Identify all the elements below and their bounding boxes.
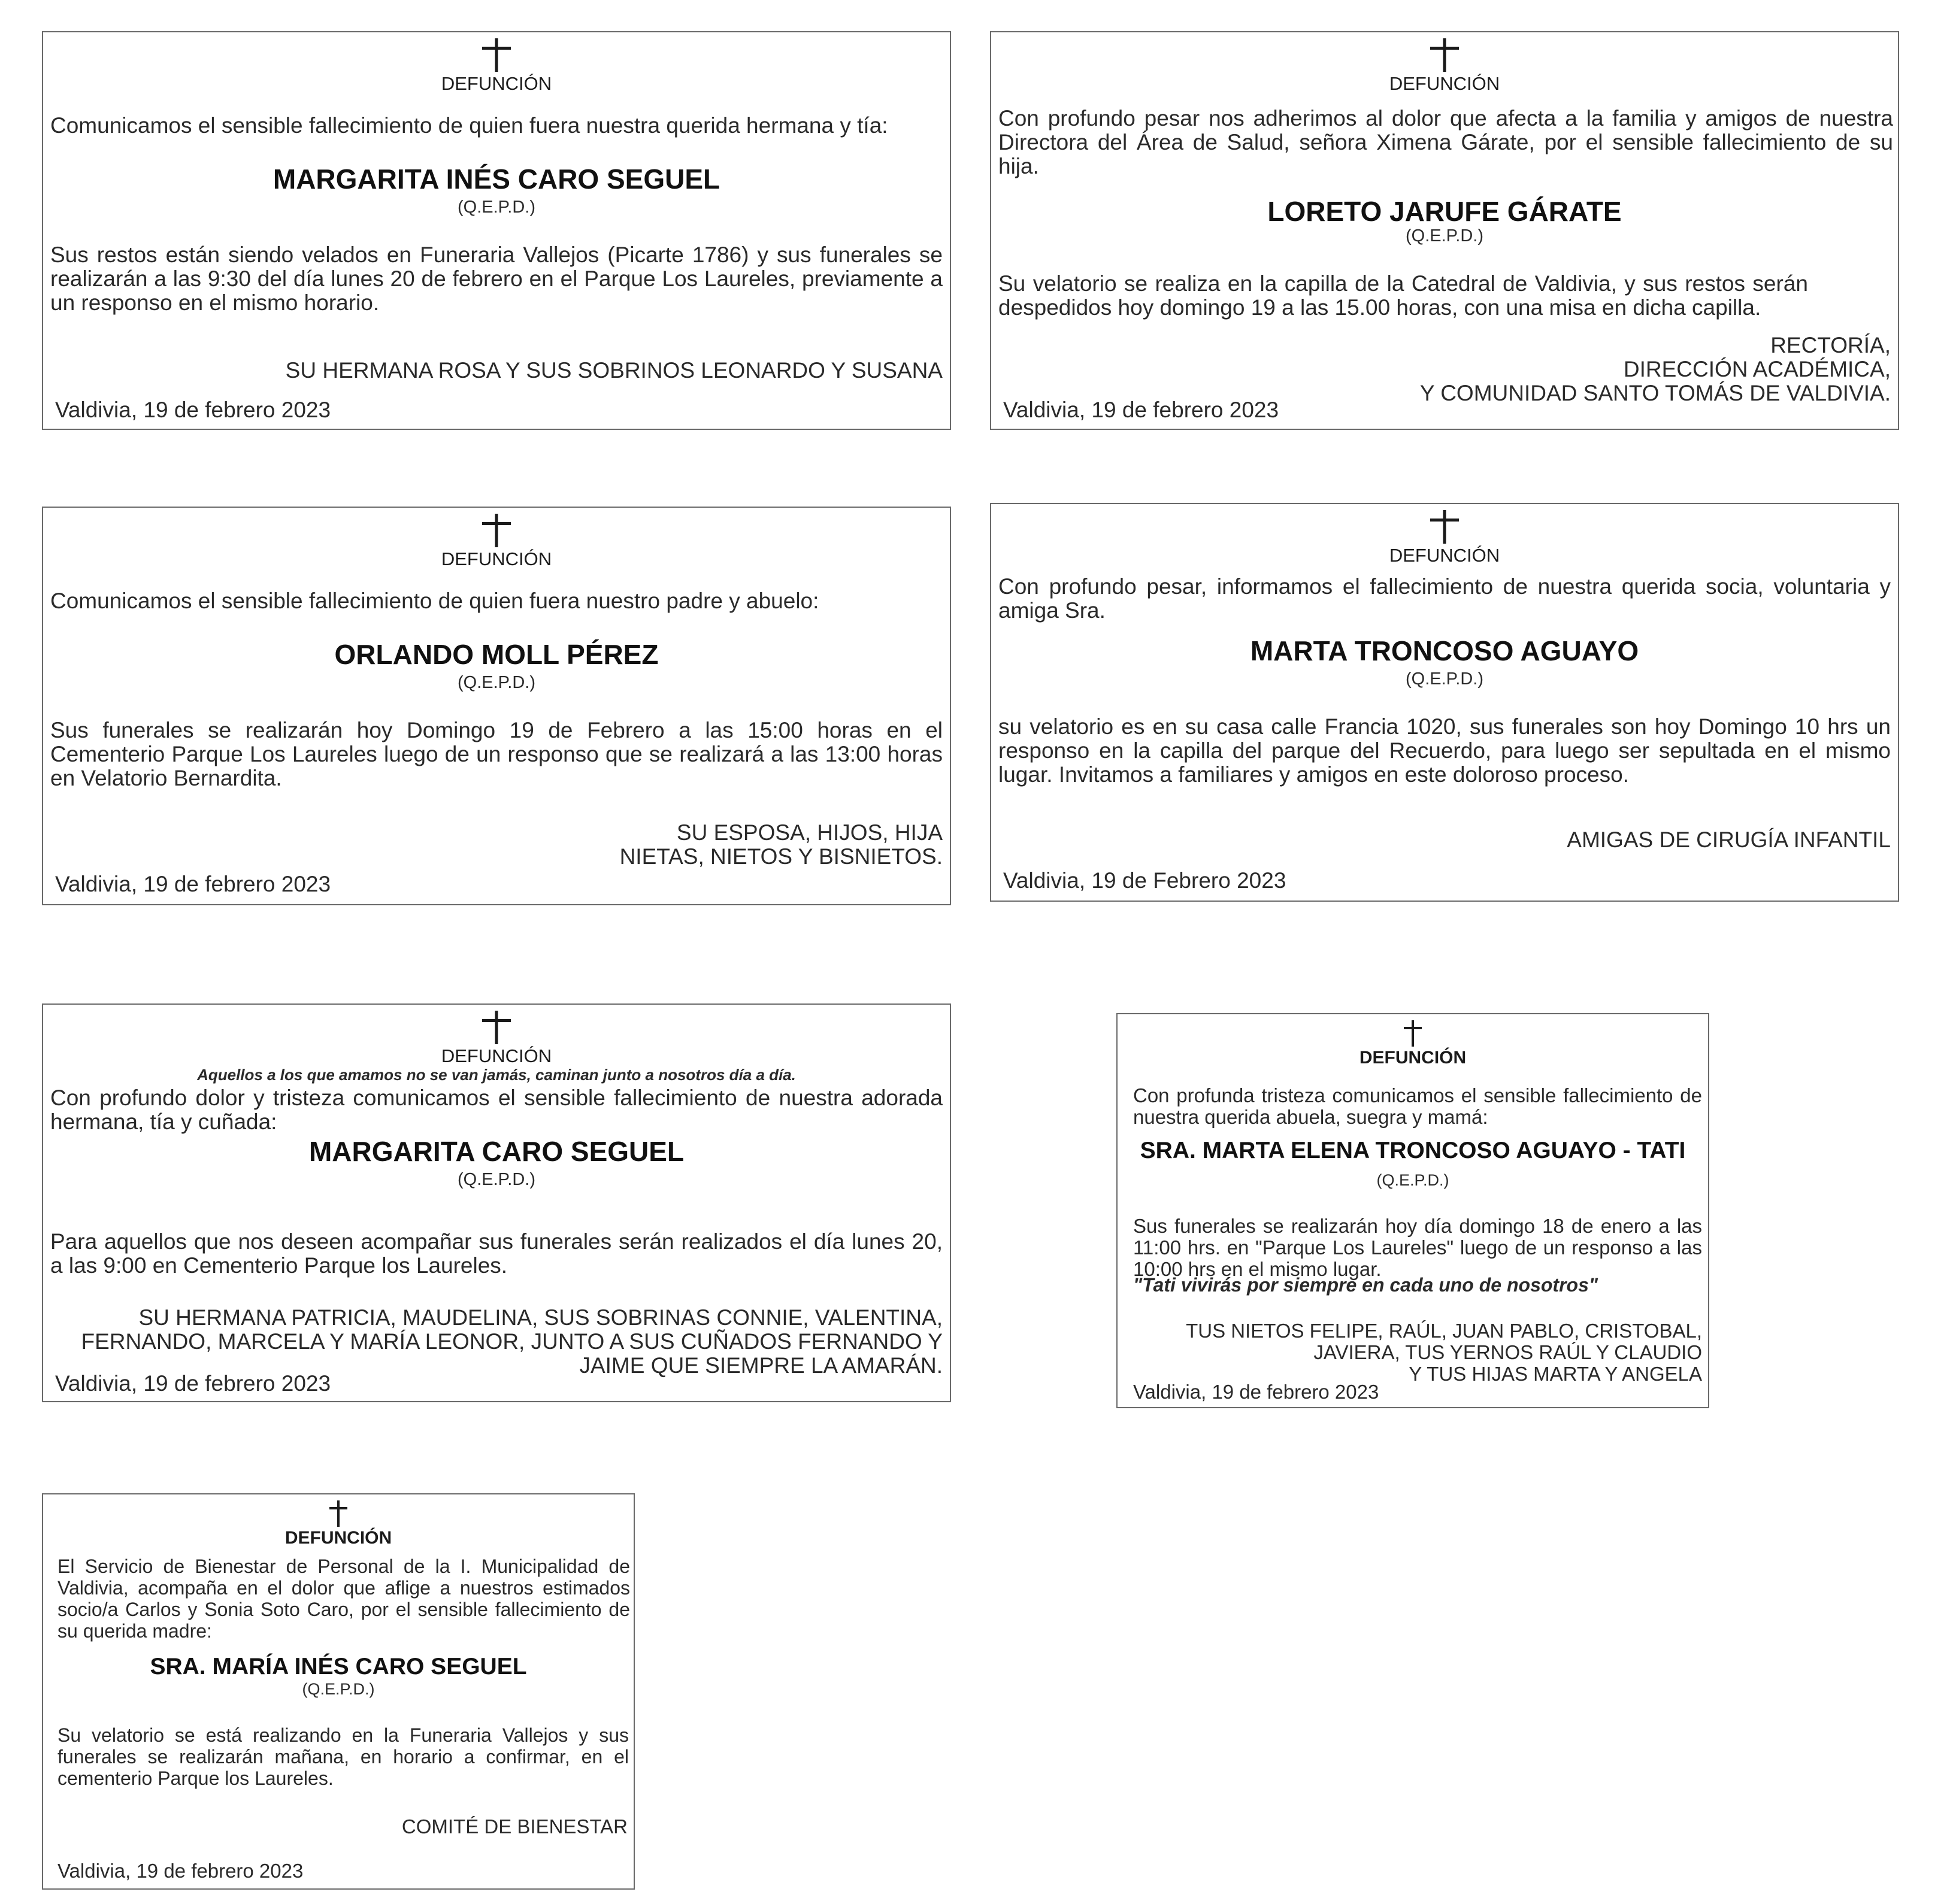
deceased-name: MARGARITA INÉS CARO SEGUEL bbox=[272, 163, 720, 195]
notice-quote: "Tati vivirás por siempre en cada uno de nosotros" bbox=[1133, 1274, 1598, 1296]
qepd-label: (Q.E.P.D.) bbox=[1406, 669, 1483, 689]
notice-signature: COMITÉ DE BIENESTAR bbox=[401, 1815, 628, 1838]
notice-card bbox=[1116, 1013, 1709, 1408]
notice-quote: Aquellos a los que amamos no se van jamás, caminan junto a nosotros día a día. bbox=[197, 1066, 796, 1084]
notice-signature: SU ESPOSA, HIJOS, HIJA bbox=[676, 820, 943, 845]
qepd-label: (Q.E.P.D.) bbox=[458, 673, 535, 692]
notice-card bbox=[42, 507, 951, 905]
cross-icon bbox=[1430, 510, 1459, 544]
cross-icon bbox=[329, 1500, 347, 1527]
cross-icon bbox=[482, 514, 511, 547]
notice-signature: JAVIERA, TUS YERNOS RAÚL Y CLAUDIO bbox=[1313, 1341, 1702, 1363]
notice-signature: AMIGAS DE CIRUGÍA INFANTIL bbox=[1567, 827, 1891, 852]
deceased-name: MARTA TRONCOSO AGUAYO bbox=[1250, 635, 1639, 666]
notice-heading: DEFUNCIÓN bbox=[1389, 545, 1500, 566]
notice-signature: SU HERMANA PATRICIA, MAUDELINA, SUS SOBRINAS CONNIE, VALENTINA, bbox=[138, 1305, 943, 1330]
notice-body: Su velatorio se realiza en la capilla de la Catedral de Valdivia, y sus restos serán despedidos hoy domingo 19 a las 15.00 horas, con una misa en dicha capilla. bbox=[998, 271, 1808, 320]
notice-date: Valdivia, 19 de febrero 2023 bbox=[55, 398, 331, 422]
cross-icon bbox=[482, 38, 511, 72]
notice-date: Valdivia, 19 de febrero 2023 bbox=[55, 1371, 331, 1396]
notice-card bbox=[42, 1003, 951, 1402]
deceased-name: ORLANDO MOLL PÉREZ bbox=[334, 639, 659, 670]
notice-signature: TUS NIETOS FELIPE, RAÚL, JUAN PABLO, CRISTOBAL, bbox=[1186, 1320, 1702, 1342]
notice-intro: Comunicamos el sensible fallecimiento de quien fuera nuestro padre y abuelo: bbox=[50, 589, 819, 613]
notice-card bbox=[990, 31, 1899, 430]
notice-heading: DEFUNCIÓN bbox=[1389, 73, 1500, 94]
qepd-label: (Q.E.P.D.) bbox=[458, 1170, 535, 1189]
notice-date: Valdivia, 19 de febrero 2023 bbox=[1003, 398, 1279, 422]
notice-signature: DIRECCIÓN ACADÉMICA, bbox=[1623, 357, 1891, 381]
notice-heading: DEFUNCIÓN bbox=[1359, 1048, 1467, 1068]
cross-icon bbox=[1404, 1020, 1422, 1047]
notice-signature: Y TUS HIJAS MARTA Y ANGELA bbox=[1409, 1363, 1702, 1385]
qepd-label: (Q.E.P.D.) bbox=[458, 198, 535, 217]
notice-intro: Con profunda tristeza comunicamos el sensible fallecimiento de nuestra querida abuela, suegra y mamá: bbox=[1133, 1084, 1702, 1128]
notice-body: su velatorio es en su casa calle Francia 1020, sus funerales son hoy Domingo 10 hrs un responso en la capilla del parque del Recuerdo, para luego ser sepultada en el mismo lugar. Invitamos a familiares y amigos en este doloroso proceso. bbox=[998, 714, 1891, 787]
notice-date: Valdivia, 19 de febrero 2023 bbox=[57, 1860, 304, 1882]
deceased-name: LORETO JARUFE GÁRATE bbox=[1267, 196, 1622, 227]
notice-heading: DEFUNCIÓN bbox=[441, 548, 552, 569]
notice-body: Sus funerales se realizarán hoy Domingo 19 de Febrero a las 15:00 horas en el Cementerio Parque Los Laureles luego de un responso que se realizará a las 13:00 horas en Velatorio Bernardita. bbox=[50, 718, 943, 790]
notice-card bbox=[990, 503, 1899, 902]
notice-heading: DEFUNCIÓN bbox=[441, 73, 552, 94]
notice-heading: DEFUNCIÓN bbox=[284, 1528, 392, 1548]
notice-body: Sus funerales se realizarán hoy día domingo 18 de enero a las 11:00 hrs. en "Parque Los Laureles" luego de un responso a las 10:00 hrs en el mismo lugar. bbox=[1133, 1215, 1702, 1280]
notice-intro: El Servicio de Bienestar de Personal de la I. Municipalidad de Valdivia, acompaña en el dolor que aflige a nuestros estimados socio/a Carlos y Sonia Soto Caro, por el sensible fallecimiento de su querida madre: bbox=[57, 1556, 630, 1642]
qepd-label: (Q.E.P.D.) bbox=[1406, 226, 1483, 245]
qepd-label: (Q.E.P.D.) bbox=[302, 1680, 375, 1698]
notice-signature: RECTORÍA, bbox=[1770, 333, 1891, 357]
notice-intro: Con profundo pesar nos adherimos al dolor que afecta a la familia y amigos de nuestra Directora del Área de Salud, señora Ximena Gárate, por el sensible fallecimiento de su hija. bbox=[998, 106, 1893, 178]
deceased-name: MARGARITA CARO SEGUEL bbox=[308, 1136, 685, 1167]
deceased-name: SRA. MARTA ELENA TRONCOSO AGUAYO - TATI bbox=[1140, 1138, 1686, 1163]
notice-body: Sus restos están siendo velados en Funeraria Vallejos (Picarte 1786) y sus funerales se realizarán a las 9:30 del día lunes 20 de febrero en el Parque Los Laureles, previamente a un responso en el mismo horario. bbox=[50, 242, 943, 315]
notice-intro: Comunicamos el sensible fallecimiento de quien fuera nuestra querida hermana y tía: bbox=[50, 113, 888, 138]
notice-card bbox=[42, 31, 951, 430]
notice-signature: Y COMUNIDAD SANTO TOMÁS DE VALDIVIA. bbox=[1419, 381, 1891, 405]
notice-signature: SU HERMANA ROSA Y SUS SOBRINOS LEONARDO Y SUSANA bbox=[285, 358, 943, 383]
notice-signature: FERNANDO, MARCELA Y MARÍA LEONOR, JUNTO A SUS CUÑADOS FERNANDO Y bbox=[81, 1329, 943, 1354]
deceased-name: SRA. MARÍA INÉS CARO SEGUEL bbox=[150, 1654, 527, 1679]
notice-date: Valdivia, 19 de Febrero 2023 bbox=[1003, 868, 1286, 893]
notice-signature: NIETAS, NIETOS Y BISNIETOS. bbox=[619, 844, 943, 869]
notice-body: Su velatorio se está realizando en la Funeraria Vallejos y sus funerales se realizarán mañana, en horario a confirmar, en el cementerio Parque los Laureles. bbox=[57, 1724, 629, 1789]
notice-signature: JAIME QUE SIEMPRE LA AMARÁN. bbox=[579, 1353, 943, 1378]
qepd-label: (Q.E.P.D.) bbox=[1376, 1171, 1449, 1189]
notice-intro: Con profundo pesar, informamos el fallecimiento de nuestra querida socia, voluntaria y amiga Sra. bbox=[998, 574, 1891, 623]
notice-date: Valdivia, 19 de febrero 2023 bbox=[55, 872, 331, 896]
cross-icon bbox=[482, 1011, 511, 1044]
cross-icon bbox=[1430, 38, 1459, 72]
notice-body: Para aquellos que nos deseen acompañar sus funerales serán realizados el día lunes 20, a las 9:00 en Cementerio Parque los Laureles. bbox=[50, 1229, 943, 1278]
notice-heading: DEFUNCIÓN bbox=[441, 1045, 552, 1066]
notice-intro: Con profundo dolor y tristeza comunicamos el sensible fallecimiento de nuestra adorada hermana, tía y cuñada: bbox=[50, 1086, 943, 1134]
notice-card bbox=[42, 1493, 635, 1890]
notice-date: Valdivia, 19 de febrero 2023 bbox=[1133, 1381, 1379, 1403]
